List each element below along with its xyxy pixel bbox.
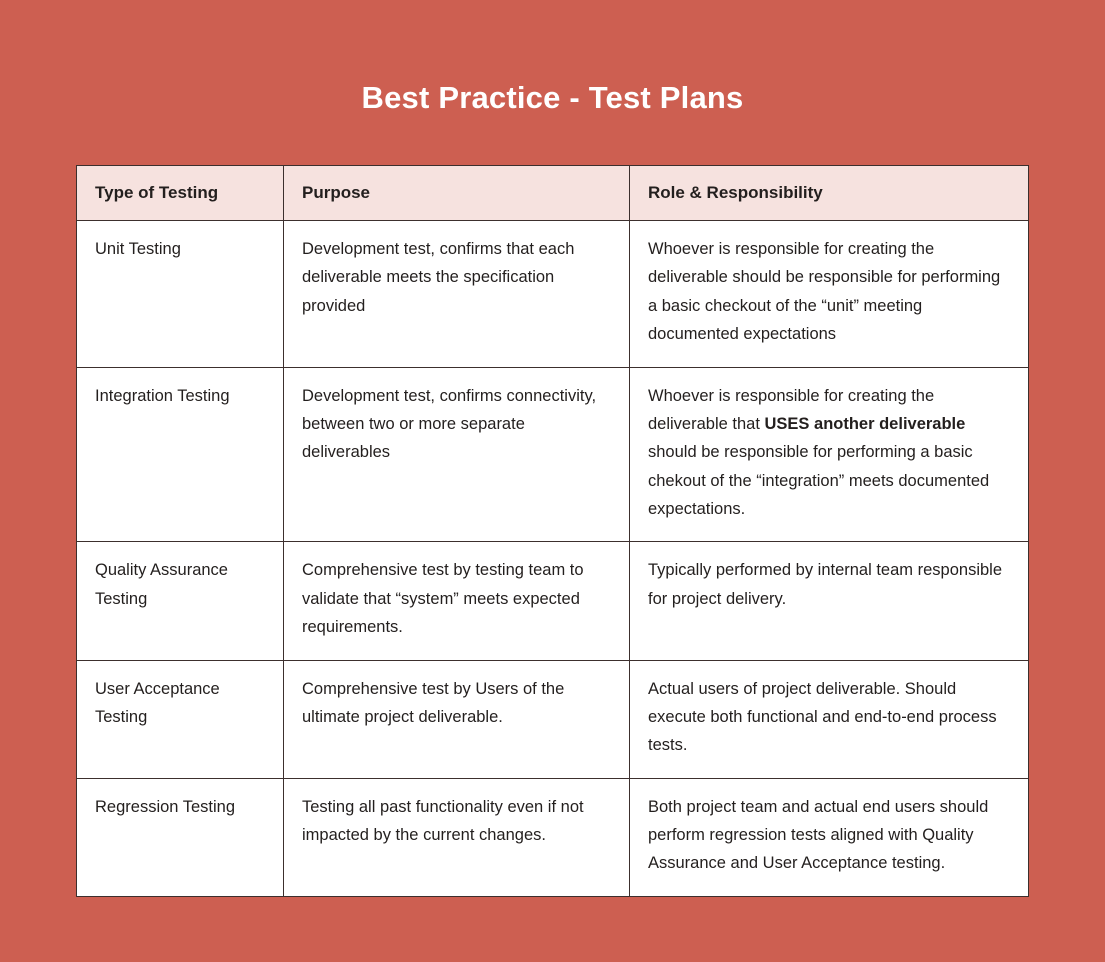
- role-text-pre: Whoever is responsible for creating the deliverable that: [648, 386, 935, 433]
- cell-type-of-testing: Integration Testing: [77, 367, 284, 542]
- role-text-pre: Whoever is responsible for creating the deliverable should be responsible for performing a basic checkout of the “unit” meeting documented expectations: [648, 240, 1001, 344]
- cell-role-responsibility: [630, 221, 1029, 368]
- cell-role-responsibility: [630, 367, 1029, 542]
- role-text-pre: Both project team and actual end users should perform regression tests aligned with Quality Assurance and User Acceptance testing.: [648, 797, 989, 873]
- role-text-pre: Typically performed by internal team responsible for project delivery.: [648, 561, 1003, 608]
- column-header-role-responsibility: Role & Responsibility: [630, 166, 1029, 221]
- cell-purpose: Development test, confirms connectivity, between two or more separate deliverables: [284, 367, 630, 542]
- column-header-type-of-testing: Type of Testing: [77, 166, 284, 221]
- role-text: [648, 235, 1010, 349]
- table-row: [77, 542, 1029, 660]
- cell-purpose: Development test, confirms that each deliverable meets the specification provided: [284, 221, 630, 368]
- cell-type-of-testing: Regression Testing: [77, 778, 284, 896]
- role-text-bold: USES another deliverable: [764, 414, 966, 433]
- cell-type-of-testing: User Acceptance Testing: [77, 660, 284, 778]
- role-text: [648, 556, 1010, 613]
- cell-role-responsibility: [630, 542, 1029, 660]
- cell-purpose: Comprehensive test by Users of the ultimate project deliverable.: [284, 660, 630, 778]
- cell-role-responsibility: [630, 660, 1029, 778]
- table-row: [77, 221, 1029, 368]
- role-text: [648, 675, 1010, 760]
- column-header-purpose: Purpose: [284, 166, 630, 221]
- table-row: [77, 660, 1029, 778]
- cell-type-of-testing: Unit Testing: [77, 221, 284, 368]
- best-practice-table-container: [76, 165, 1028, 897]
- best-practice-table: [76, 165, 1029, 897]
- table-row: [77, 778, 1029, 896]
- role-text-post: should be responsible for performing a basic chekout of the “integration” meets documented expectations.: [648, 443, 990, 519]
- cell-purpose: Testing all past functionality even if not impacted by the current changes.: [284, 778, 630, 896]
- cell-purpose: Comprehensive test by testing team to validate that “system” meets expected requirements.: [284, 542, 630, 660]
- table-header-row: [77, 166, 1029, 221]
- role-text: [648, 382, 1010, 524]
- role-text: [648, 793, 1010, 878]
- table-row: [77, 367, 1029, 542]
- page-title: Best Practice - Test Plans: [361, 80, 744, 115]
- cell-role-responsibility: [630, 778, 1029, 896]
- table-header: [77, 166, 1029, 221]
- table-body: [77, 221, 1029, 897]
- role-text-pre: Actual users of project deliverable. Should execute both functional and end-to-end process tests.: [648, 679, 997, 755]
- cell-type-of-testing: Quality Assurance Testing: [77, 542, 284, 660]
